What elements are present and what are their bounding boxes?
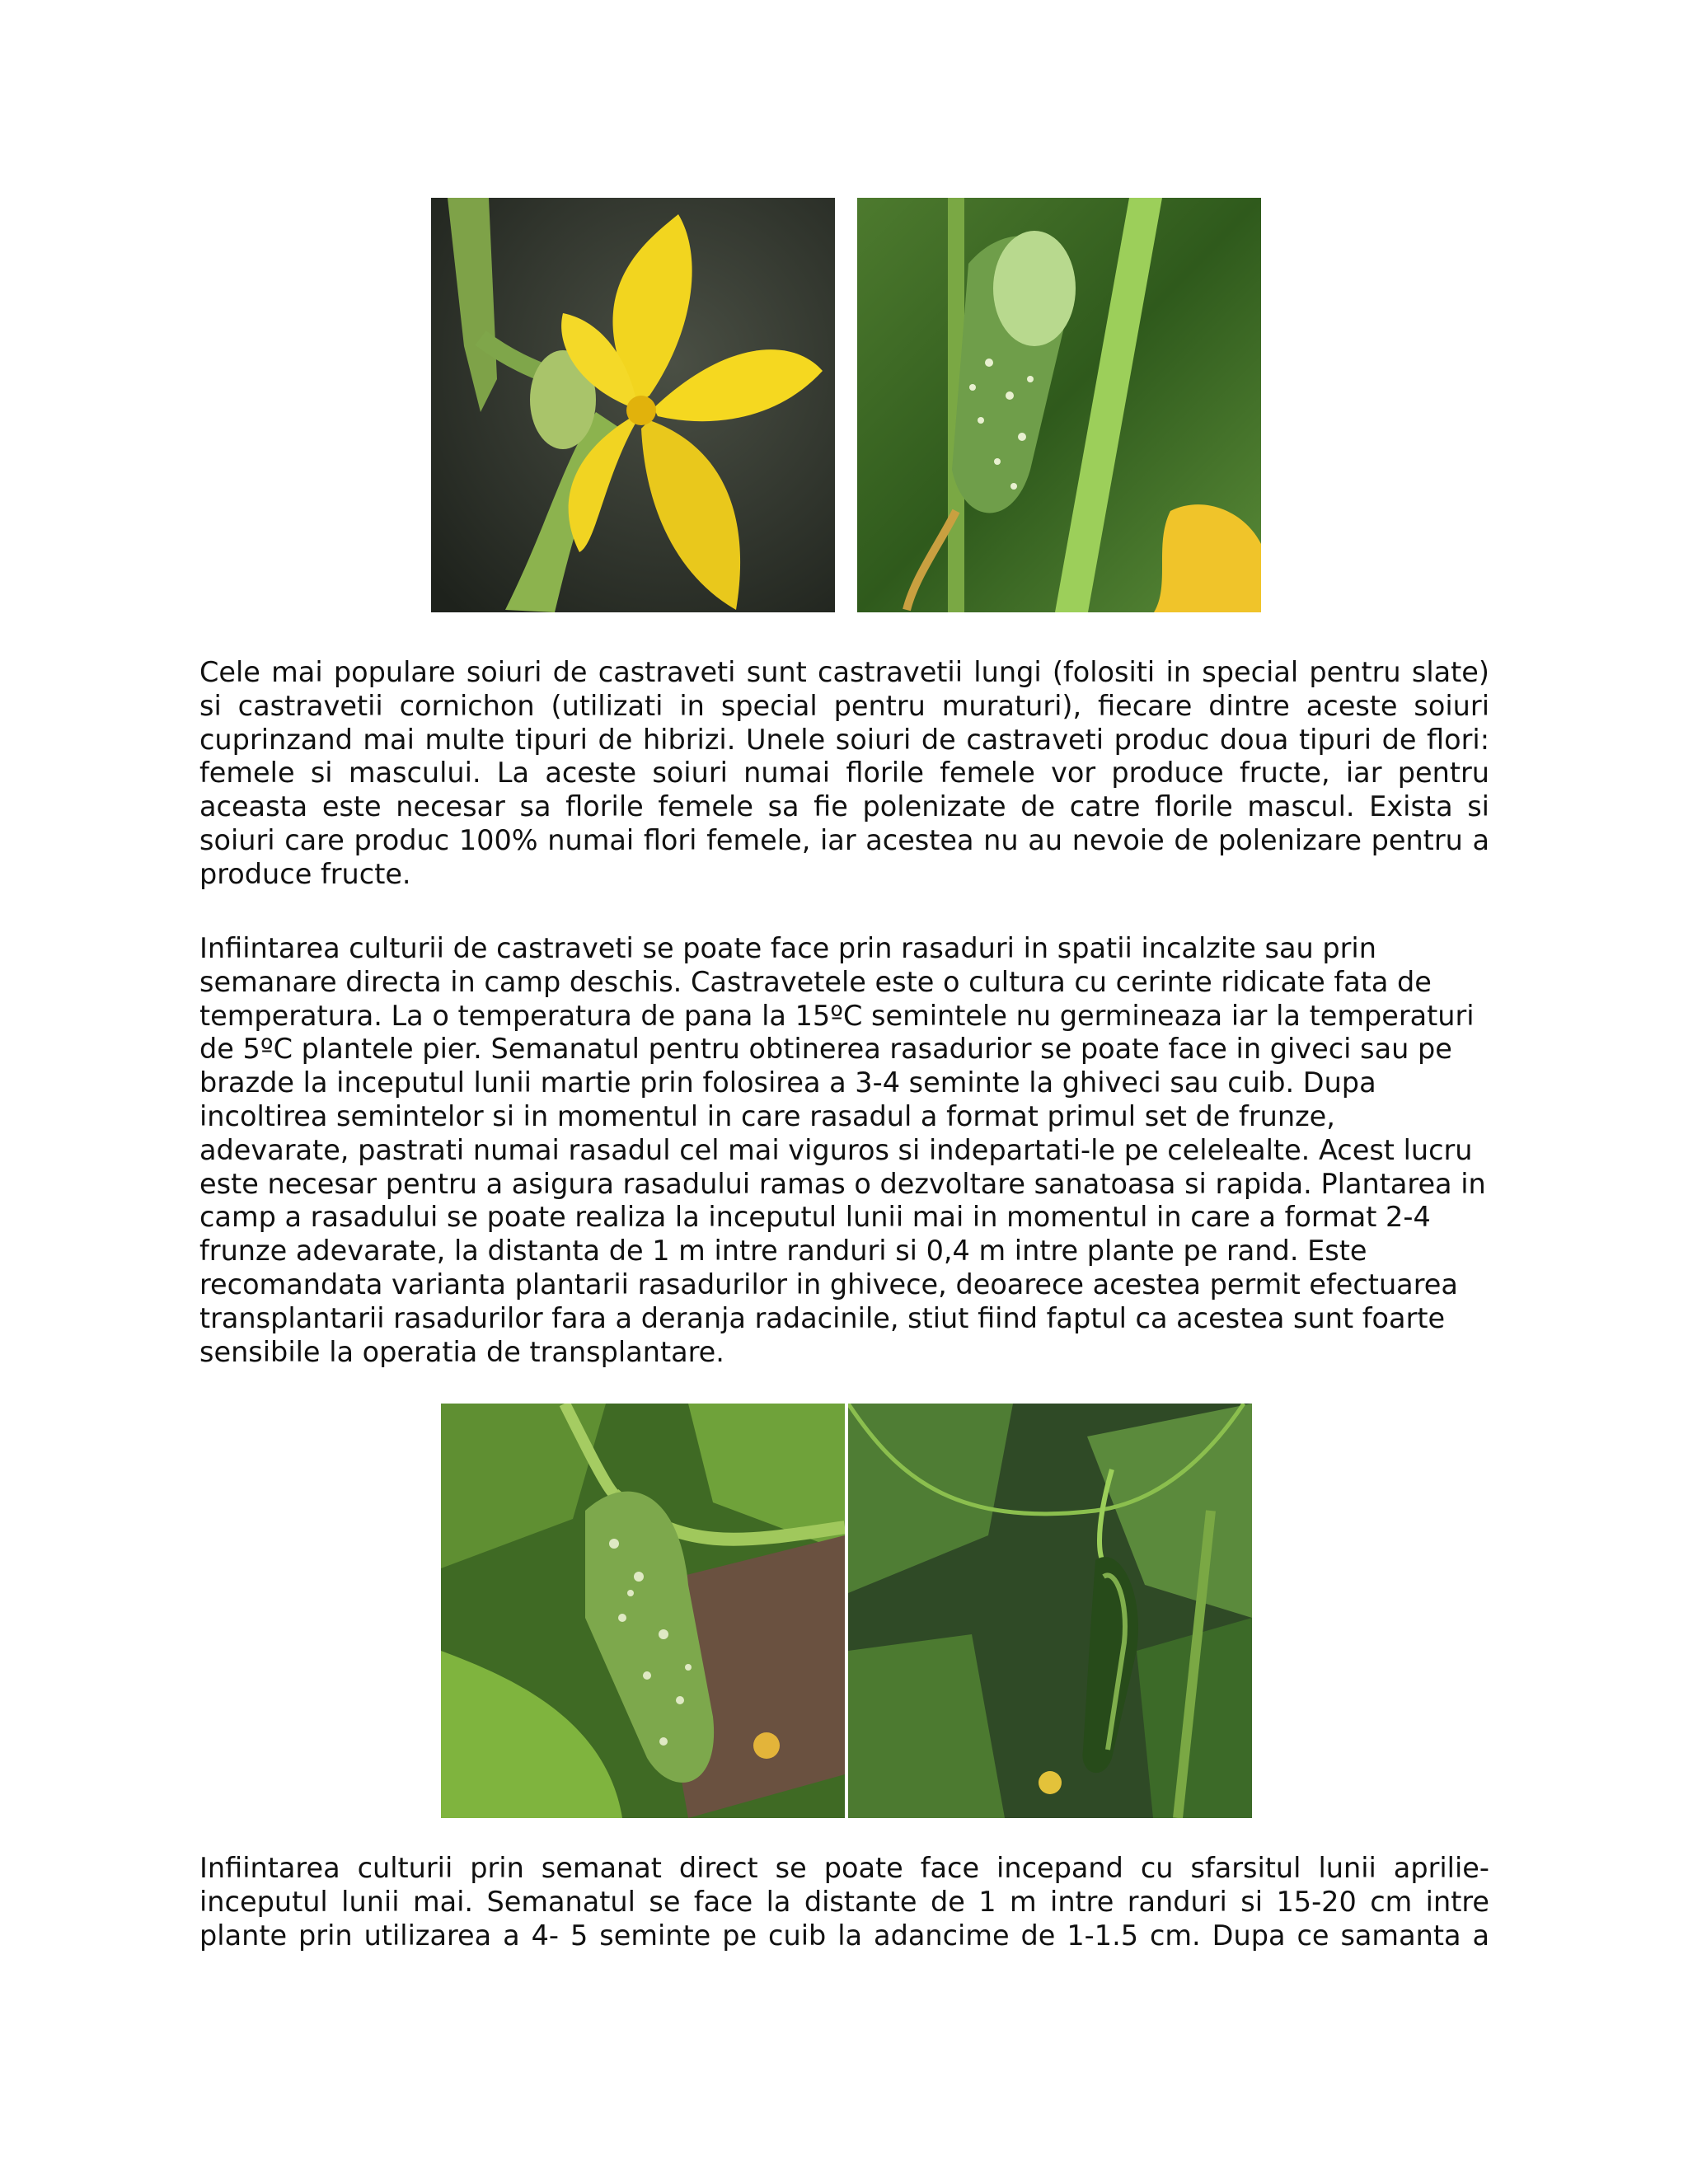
text-line: adevarate, pastrati numai rasadul cel mai viguros si indepartati-le pe celelealte. Acest lucru — [199, 1133, 1473, 1166]
flower-photo — [431, 198, 835, 612]
text-line: brazde la inceputul lunii martie prin folosirea a 3-4 seminte la ghiveci sau cuib. Dupa — [199, 1066, 1376, 1099]
cucumber-photo-icon — [857, 198, 1261, 612]
cornichon-photo — [441, 1404, 845, 1818]
text-line: frunze adevarate, la distanta de 1 m intre randuri si 0,4 m intre plante pe rand. Este — [199, 1235, 1367, 1268]
text-line: este necesar pentru a asigura rasadului ramas o dezvoltare sanatoasa si rapida. Plantarea in — [199, 1167, 1486, 1200]
text-line: sensibile la operatia de transplantare. — [199, 1335, 724, 1368]
paragraph-2 — [199, 932, 1489, 1369]
paragraph-3: Infiintarea culturii prin semanat direct se poate face incepand cu sfarsitul lunii aprilie-inceputul lunii mai. Semanatul se face la distante de 1 m intre randuri si 15-20 cm intre plante prin utilizarea a 4- 5 seminte pe cuib la adancime de 1-1.5 cm. Dupa ce samanta a — [199, 1852, 1489, 1952]
young-cucumber-photo — [857, 198, 1261, 612]
cucumber-photo-icon — [441, 1404, 845, 1818]
text-line: recomandata varianta plantarii rasadurilor in ghivece, deoarece acestea permit efectuarea — [199, 1268, 1458, 1301]
text-line: camp a rasadului se poate realiza la inceputul lunii mai in momentul in care a format 2-4 — [199, 1201, 1431, 1234]
text-line: transplantarii rasadurilor fara a deranja radacinile, stiut fiind faptul ca acestea sunt foarte — [199, 1301, 1446, 1334]
text-line: semanare directa in camp deschis. Castravetele este o cultura cu cerinte ridicate fata de — [199, 965, 1432, 998]
text-line: incoltirea semintelor si in momentul in care rasadul a format primul set de frunze, — [199, 1099, 1335, 1132]
text-line: Infiintarea culturii de castraveti se poate face prin rasaduri in spatii incalzite sau prin — [199, 932, 1376, 964]
cucumber-photo-icon — [848, 1404, 1252, 1818]
text-line: temperatura. La o temperatura de pana la 15ºC semintele nu germineaza iar la temperaturi — [199, 999, 1475, 1032]
text-line: de 5ºC plantele pier. Semanatul pentru obtinerea rasadurior se poate face in giveci sau pe — [199, 1033, 1452, 1066]
flower-photo-icon — [431, 198, 835, 612]
paragraph-1: Cele mai populare soiuri de castraveti sunt castravetii lungi (folositi in special pentru slate) si castravetii cornichon (utilizati in special pentru muraturi), fiecare dintre aceste soiuri cuprinzand mai multe tipuri de hibrizi. Unele soiuri de castraveti produc doua tipuri de flori: femele si mascului. La aceste soiuri numai florile femele vor produce fructe, iar pentru aceasta este necesar sa florile femele sa fie polenizate de catre florile mascul. Exista si soiuri care produc 100% numai flori femele, iar acestea nu au nevoie de polenizare pentru a produce fructe. — [199, 656, 1489, 890]
long-cucumber-photo — [848, 1404, 1252, 1818]
